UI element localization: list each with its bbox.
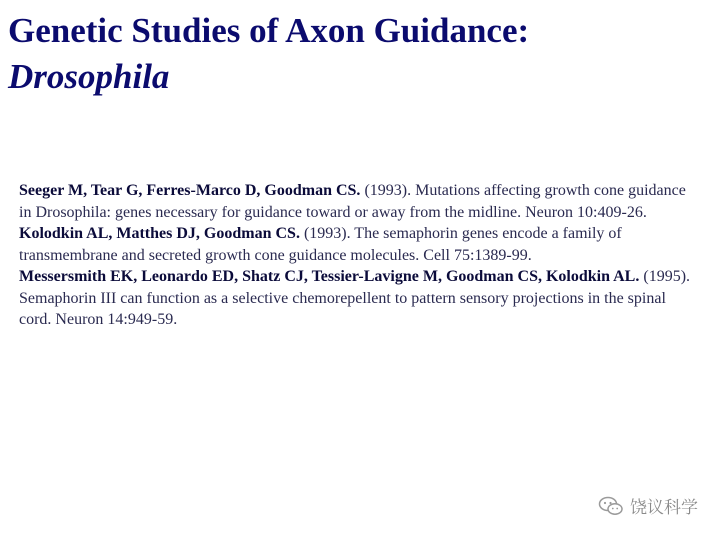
watermark-text: 饶议科学 xyxy=(630,498,698,518)
reference-list xyxy=(19,180,699,331)
reference-item xyxy=(19,180,699,223)
wechat-icon xyxy=(598,496,624,516)
reference-authors: Kolodkin AL, Matthes DJ, Goodman CS. xyxy=(19,225,300,242)
title-line-2: Drosophila xyxy=(8,57,170,96)
reference-details: (1993). Mutations affecting growth cone guidance in Drosophila: genes necessary for guidance toward or away from the midline. Neuron 10:409-26. xyxy=(19,182,686,221)
reference-details: (1993). The semaphorin genes encode a family of transmembrane and secreted growth cone guidance molecules. Cell 75:1389-99. xyxy=(19,225,622,264)
reference-authors: Messersmith EK, Leonardo ED, Shatz CJ, Tessier-Lavigne M, Goodman CS, Kolodkin AL. xyxy=(19,268,640,285)
reference-item xyxy=(19,266,699,331)
slide-title xyxy=(8,8,708,100)
title-line-1: Genetic Studies of Axon Guidance: xyxy=(8,11,530,50)
reference-authors: Seeger M, Tear G, Ferres-Marco D, Goodman CS. xyxy=(19,182,361,199)
reference-details: (1995). Semaphorin III can function as a selective chemorepellent to pattern sensory projections in the spinal cord. Neuron 14:949-59. xyxy=(19,268,691,328)
watermark xyxy=(598,493,698,518)
reference-item xyxy=(19,223,699,266)
